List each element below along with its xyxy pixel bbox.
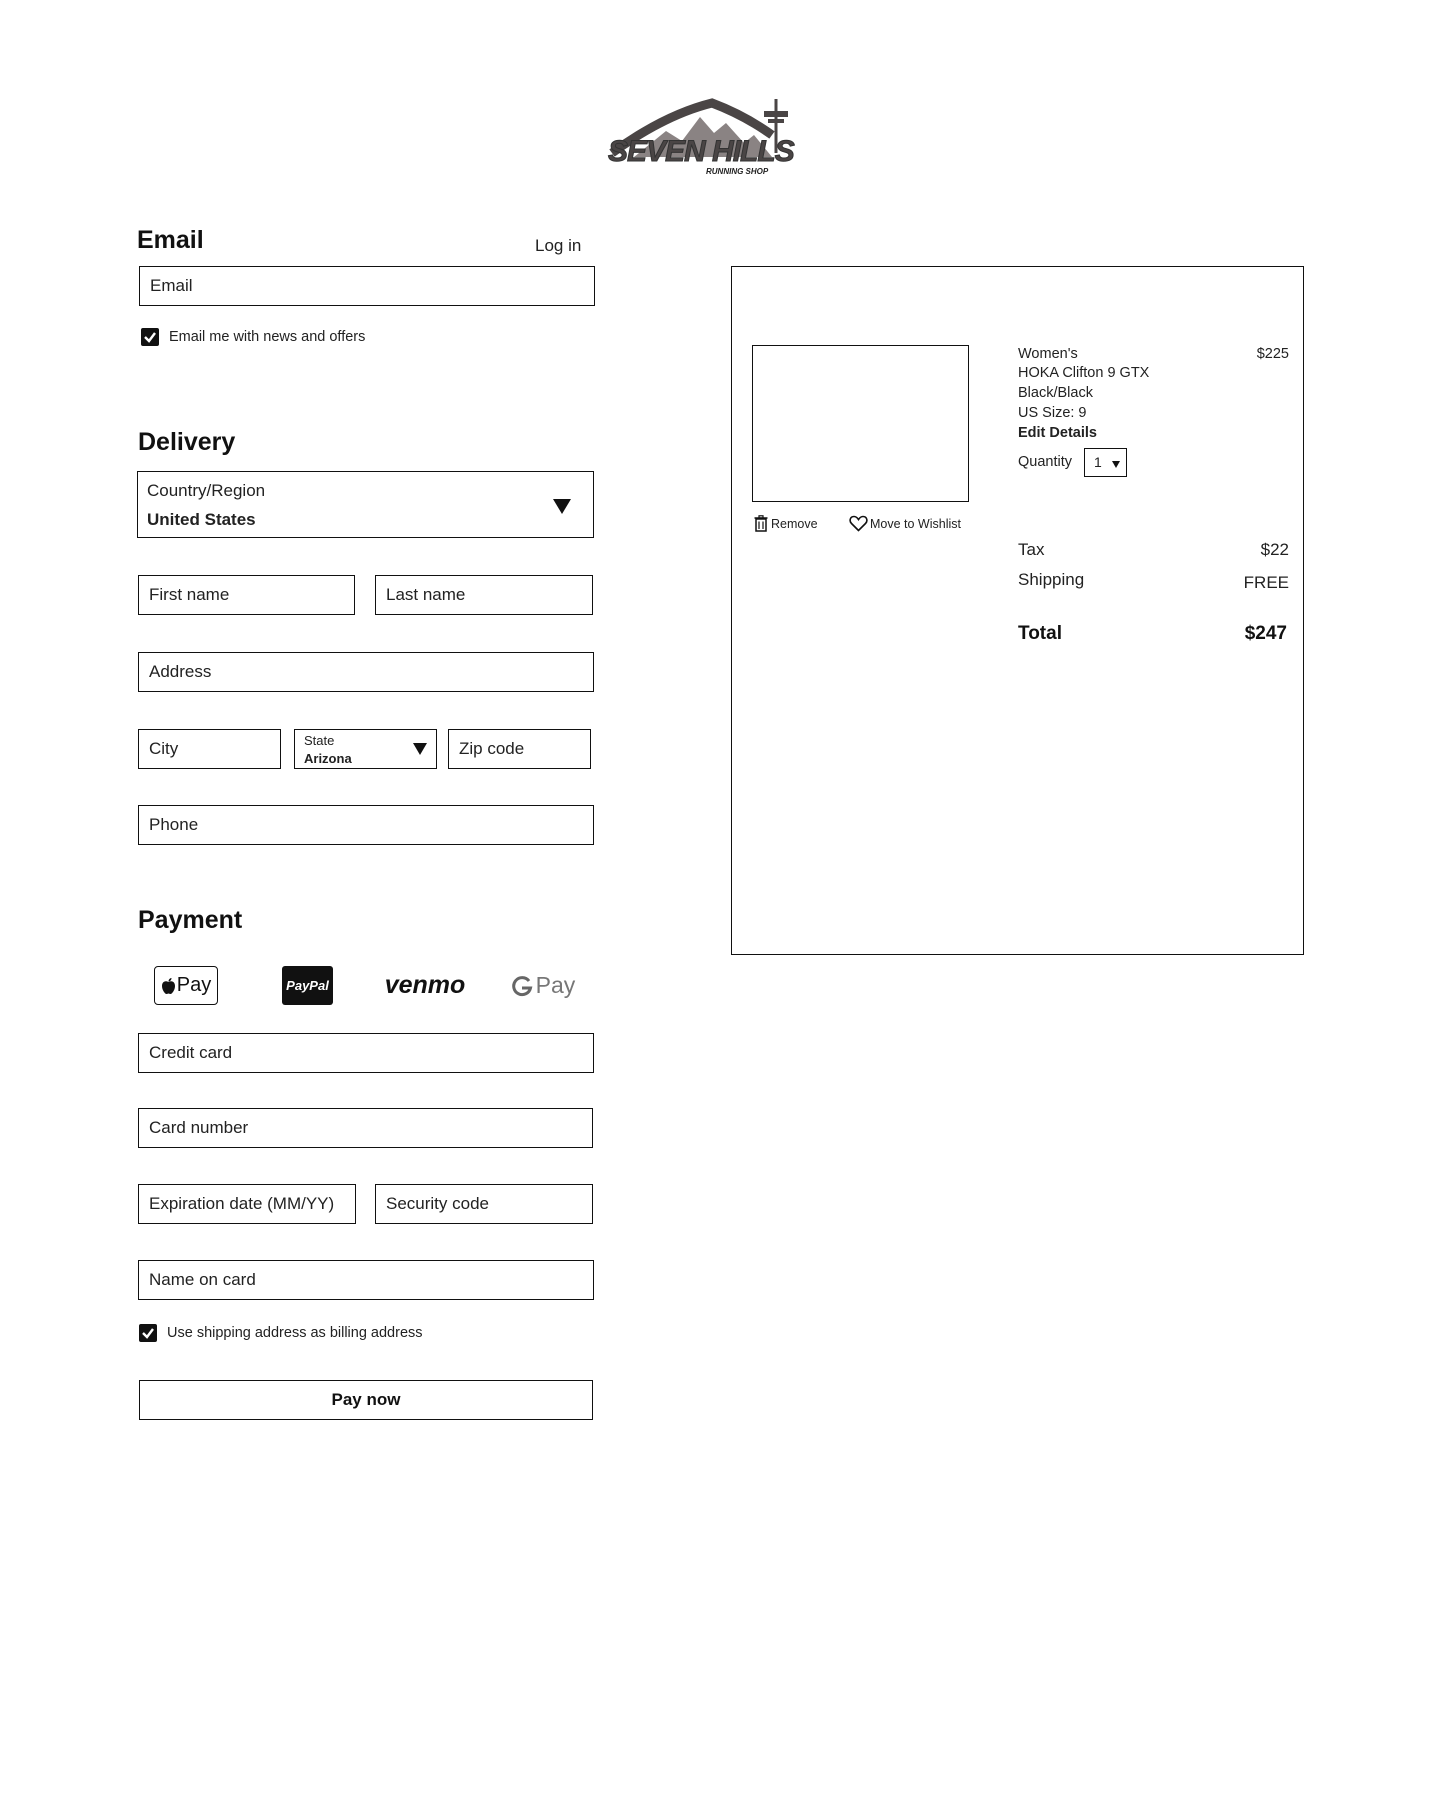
total-label: Total [1018,623,1062,644]
newsletter-label: Email me with news and offers [169,329,366,345]
chevron-down-icon [1112,461,1120,468]
pay-now-button[interactable] [139,1380,593,1420]
apple-pay-button[interactable] [154,966,218,1005]
product-name: HOKA Clifton 9 GTX [1018,365,1150,381]
checkmark-icon [141,1326,155,1340]
first-name-placeholder: First name [149,585,230,604]
google-pay-button[interactable] [508,966,578,1005]
newsletter-checkbox[interactable] [141,328,159,346]
google-g-icon [511,975,533,997]
quantity-select[interactable] [1084,448,1127,477]
wishlist-label: Move to Wishlist [870,516,961,531]
chevron-down-icon [413,743,427,755]
product-size: US Size: 9 [1018,405,1087,421]
email-field-placeholder: Email [150,276,193,295]
security-code-placeholder: Security code [386,1194,489,1213]
name-on-card-placeholder: Name on card [149,1270,256,1289]
last-name-placeholder: Last name [386,585,466,604]
order-summary-panel [731,266,1304,955]
move-to-wishlist-button[interactable] [849,515,961,532]
phone-field[interactable] [138,805,594,845]
trash-icon [754,515,768,532]
credit-card-placeholder: Credit card [149,1043,233,1062]
checkmark-icon [143,330,157,344]
address-field[interactable] [138,652,594,692]
pay-now-label: Pay now [331,1390,401,1409]
address-placeholder: Address [149,662,212,681]
product-line-1: Women's [1018,346,1078,362]
security-code-field[interactable] [375,1184,593,1224]
remove-button[interactable] [754,515,818,532]
logo-subtitle: RUNNING SHOP [706,167,769,176]
country-select-label: Country/Region [147,481,266,500]
state-select-value: Arizona [304,751,352,766]
zip-code-placeholder: Zip code [459,739,525,758]
email-field[interactable] [139,266,595,306]
apple-icon [161,977,176,995]
shipping-label: Shipping [1018,570,1085,589]
apple-pay-label: Pay [176,974,212,996]
payment-section-title: Payment [138,906,243,934]
quantity-value: 1 [1094,454,1102,470]
expiration-date-field[interactable] [138,1184,356,1224]
total-value: $247 [1244,623,1287,644]
remove-label: Remove [771,516,818,531]
billing-same-label: Use shipping address as billing address [167,1325,423,1341]
brand-logo[interactable] [604,95,804,181]
city-field[interactable] [138,729,281,769]
first-name-field[interactable] [138,575,355,615]
state-select[interactable] [294,729,437,769]
paypal-button[interactable] [282,966,333,1005]
logo-wordmark: SEVEN HILLS [608,135,794,168]
phone-placeholder: Phone [149,815,199,834]
google-pay-label: Pay [535,972,576,998]
shipping-value: FREE [1243,573,1289,592]
paypal-logo-text: PayPal [286,978,329,993]
state-select-label: State [304,733,335,748]
country-select[interactable] [137,471,594,538]
quantity-label: Quantity [1018,454,1072,470]
tax-value: $22 [1260,540,1289,559]
email-section-title: Email [137,226,204,254]
product-color: Black/Black [1018,385,1093,401]
product-price: $225 [1256,346,1289,362]
heart-icon [849,515,868,532]
card-number-placeholder: Card number [149,1118,249,1137]
card-number-field[interactable] [138,1108,593,1148]
delivery-section-title: Delivery [138,428,236,456]
edit-details-link[interactable]: Edit Details [1018,425,1097,441]
venmo-button[interactable] [380,966,470,1005]
chevron-down-icon [553,499,571,514]
credit-card-field[interactable] [138,1033,594,1073]
name-on-card-field[interactable] [138,1260,594,1300]
venmo-logo-text: venmo [384,971,466,999]
login-link[interactable]: Log in [535,236,582,255]
zip-code-field[interactable] [448,729,591,769]
city-placeholder: City [149,739,179,758]
last-name-field[interactable] [375,575,593,615]
product-image-placeholder [752,345,969,502]
expiration-date-placeholder: Expiration date (MM/YY) [149,1194,335,1213]
country-select-value: United States [147,510,256,529]
tax-label: Tax [1018,540,1045,559]
billing-same-checkbox[interactable] [139,1324,157,1342]
